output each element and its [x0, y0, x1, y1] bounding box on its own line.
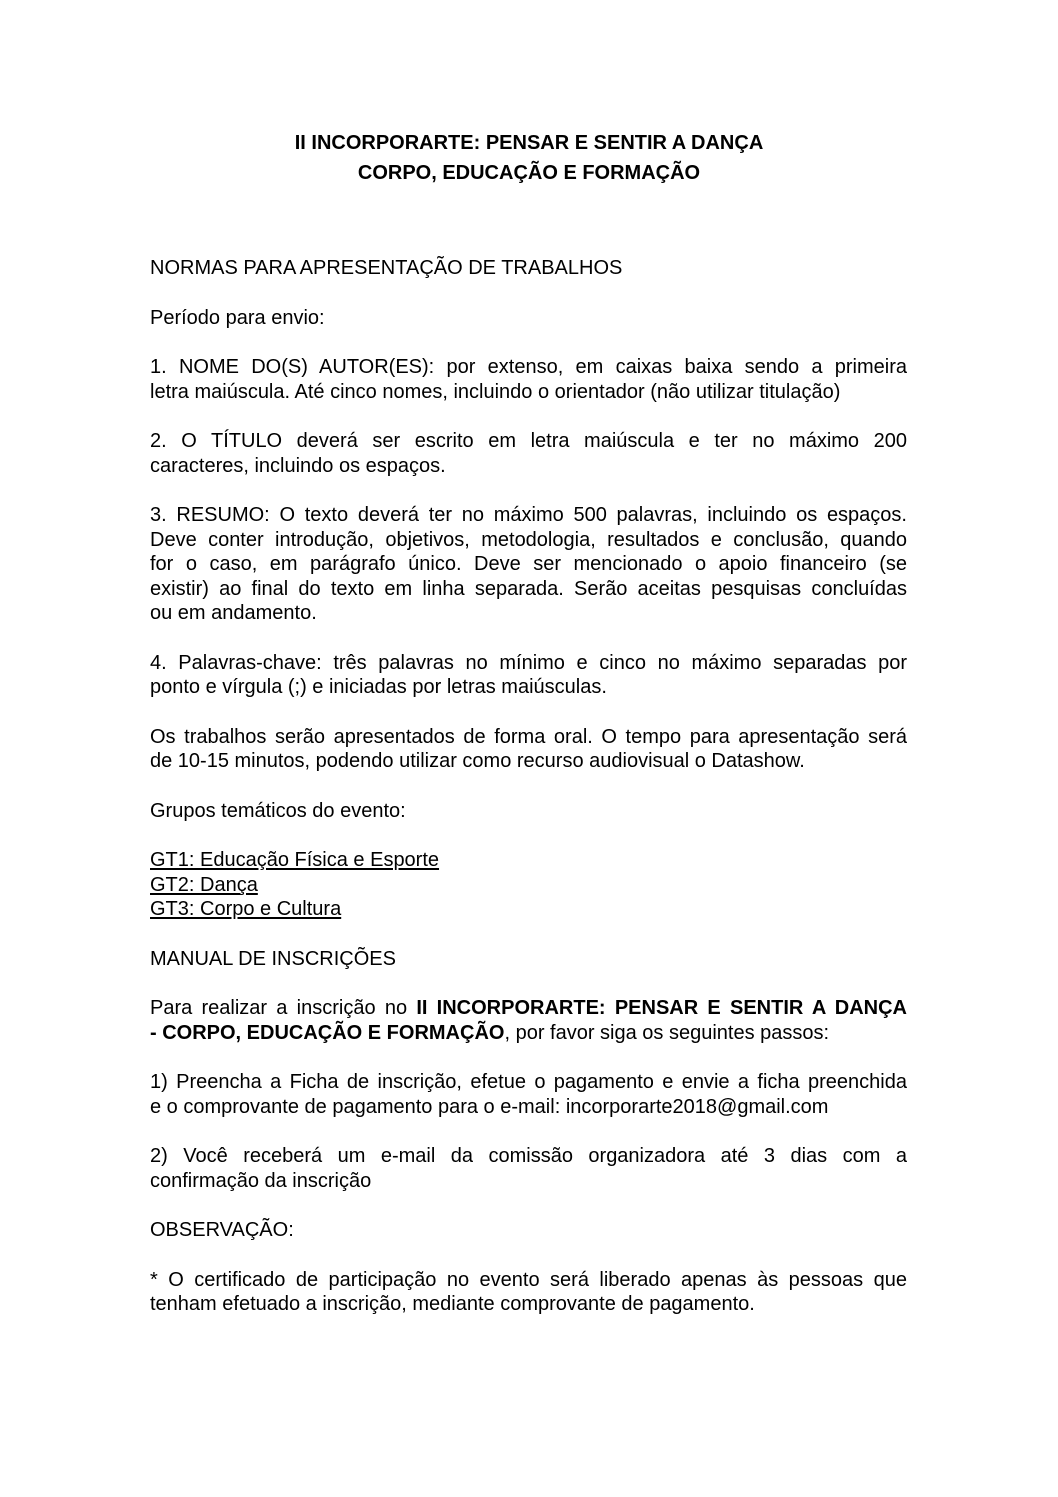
item-3-line-4: existir) ao final do texto em linha separada. Serão aceitas pesquisas concluídas [150, 577, 907, 600]
observacao-label: OBSERVAÇÃO: [150, 1219, 294, 1241]
inscricao-line-1 [150, 996, 907, 1021]
grupos-tematicos-label: Grupos temáticos do evento: [150, 799, 406, 822]
inscricao-event-name: II INCORPORARTE: PENSAR E SENTIR A DANÇA [416, 997, 907, 1019]
inscricao-intro [150, 996, 907, 1045]
observacao-text [150, 1268, 907, 1317]
item-3-resumo [150, 503, 907, 626]
passo-2-line-1: 2) Você receberá um e-mail da comissão organizadora até 3 dias com a [150, 1145, 907, 1167]
item-2-titulo [150, 429, 907, 478]
item-1-line-1: 1. NOME DO(S) AUTOR(ES): por extenso, em caixas baixa sendo a primeira [150, 356, 907, 378]
document-body [150, 256, 907, 1342]
item-4-line-1: 4. Palavras-chave: três palavras no mínimo e cinco no máximo separadas por [150, 651, 907, 674]
passo-2 [150, 1144, 907, 1193]
document-title [0, 128, 1058, 188]
gt2-link[interactable]: GT2: Dança [150, 873, 258, 896]
apresentacao-oral [150, 725, 907, 774]
inscricao-suffix: , por favor siga os seguintes passos: [504, 1021, 830, 1044]
apresentacao-line-2: de 10-15 minutos, podendo utilizar como recurso audiovisual o Datashow. [150, 750, 805, 772]
item-3-line-5: ou em andamento. [150, 602, 317, 624]
title-line-1: II INCORPORARTE: PENSAR E SENTIR A DANÇA [294, 132, 764, 154]
item-4-line-2: ponto e vírgula (;) e iniciadas por letras maiúsculas. [150, 676, 607, 698]
item-3-line-2: Deve conter introdução, objetivos, metodologia, resultados e conclusão, quando [150, 528, 907, 551]
inscricao-event-subtitle: - CORPO, EDUCAÇÃO E FORMAÇÃO [150, 1021, 505, 1044]
periodo-envio: Período para envio: [150, 306, 325, 329]
title-line-2: CORPO, EDUCAÇÃO E FORMAÇÃO [357, 162, 701, 184]
passo-1-line-2-text: e o comprovante de pagamento para o e-mail: [150, 1095, 566, 1118]
item-2-line-2: caracteres, incluindo os espaços. [150, 454, 446, 477]
item-4-palavras-chave [150, 651, 907, 700]
inscricao-line-2 [150, 1021, 907, 1046]
inscricao-prefix: Para realizar a inscrição no [150, 997, 417, 1019]
section-heading-manual: MANUAL DE INSCRIÇÕES [150, 947, 396, 970]
contact-email: incorporarte2018@gmail.com [565, 1095, 829, 1118]
grupos-tematicos-list [150, 848, 907, 922]
observacao-line-2: tenham efetuado a inscrição, mediante comprovante de pagamento. [150, 1293, 755, 1315]
passo-1-line-1: 1) Preencha a Ficha de inscrição, efetue o pagamento e envie a ficha preenchida [150, 1071, 907, 1093]
passo-1 [150, 1070, 907, 1119]
item-3-line-1: 3. RESUMO: O texto deverá ter no máximo 500 palavras, incluindo os espaços. [150, 504, 907, 526]
passo-2-line-2: confirmação da inscrição [150, 1169, 372, 1192]
apresentacao-line-1: Os trabalhos serão apresentados de forma oral. O tempo para apresentação será [150, 725, 907, 748]
passo-1-line-2 [150, 1095, 907, 1120]
item-2-line-1: 2. O TÍTULO deverá ser escrito em letra maiúscula e ter no máximo 200 [150, 430, 907, 452]
item-1-line-2: letra maiúscula. Até cinco nomes, incluindo o orientador (não utilizar titulação) [150, 380, 841, 403]
item-1-nome-autores [150, 355, 907, 404]
section-heading-normas: NORMAS PARA APRESENTAÇÃO DE TRABALHOS [150, 257, 623, 279]
gt3-link[interactable]: GT3: Corpo e Cultura [150, 898, 342, 920]
gt1-link[interactable]: GT1: Educação Física e Esporte [150, 849, 440, 871]
observacao-line-1: * O certificado de participação no evento será liberado apenas às pessoas que [150, 1268, 907, 1291]
item-3-line-3: for o caso, em parágrafo único. Deve ser mencionado o apoio financeiro (se [150, 553, 907, 575]
